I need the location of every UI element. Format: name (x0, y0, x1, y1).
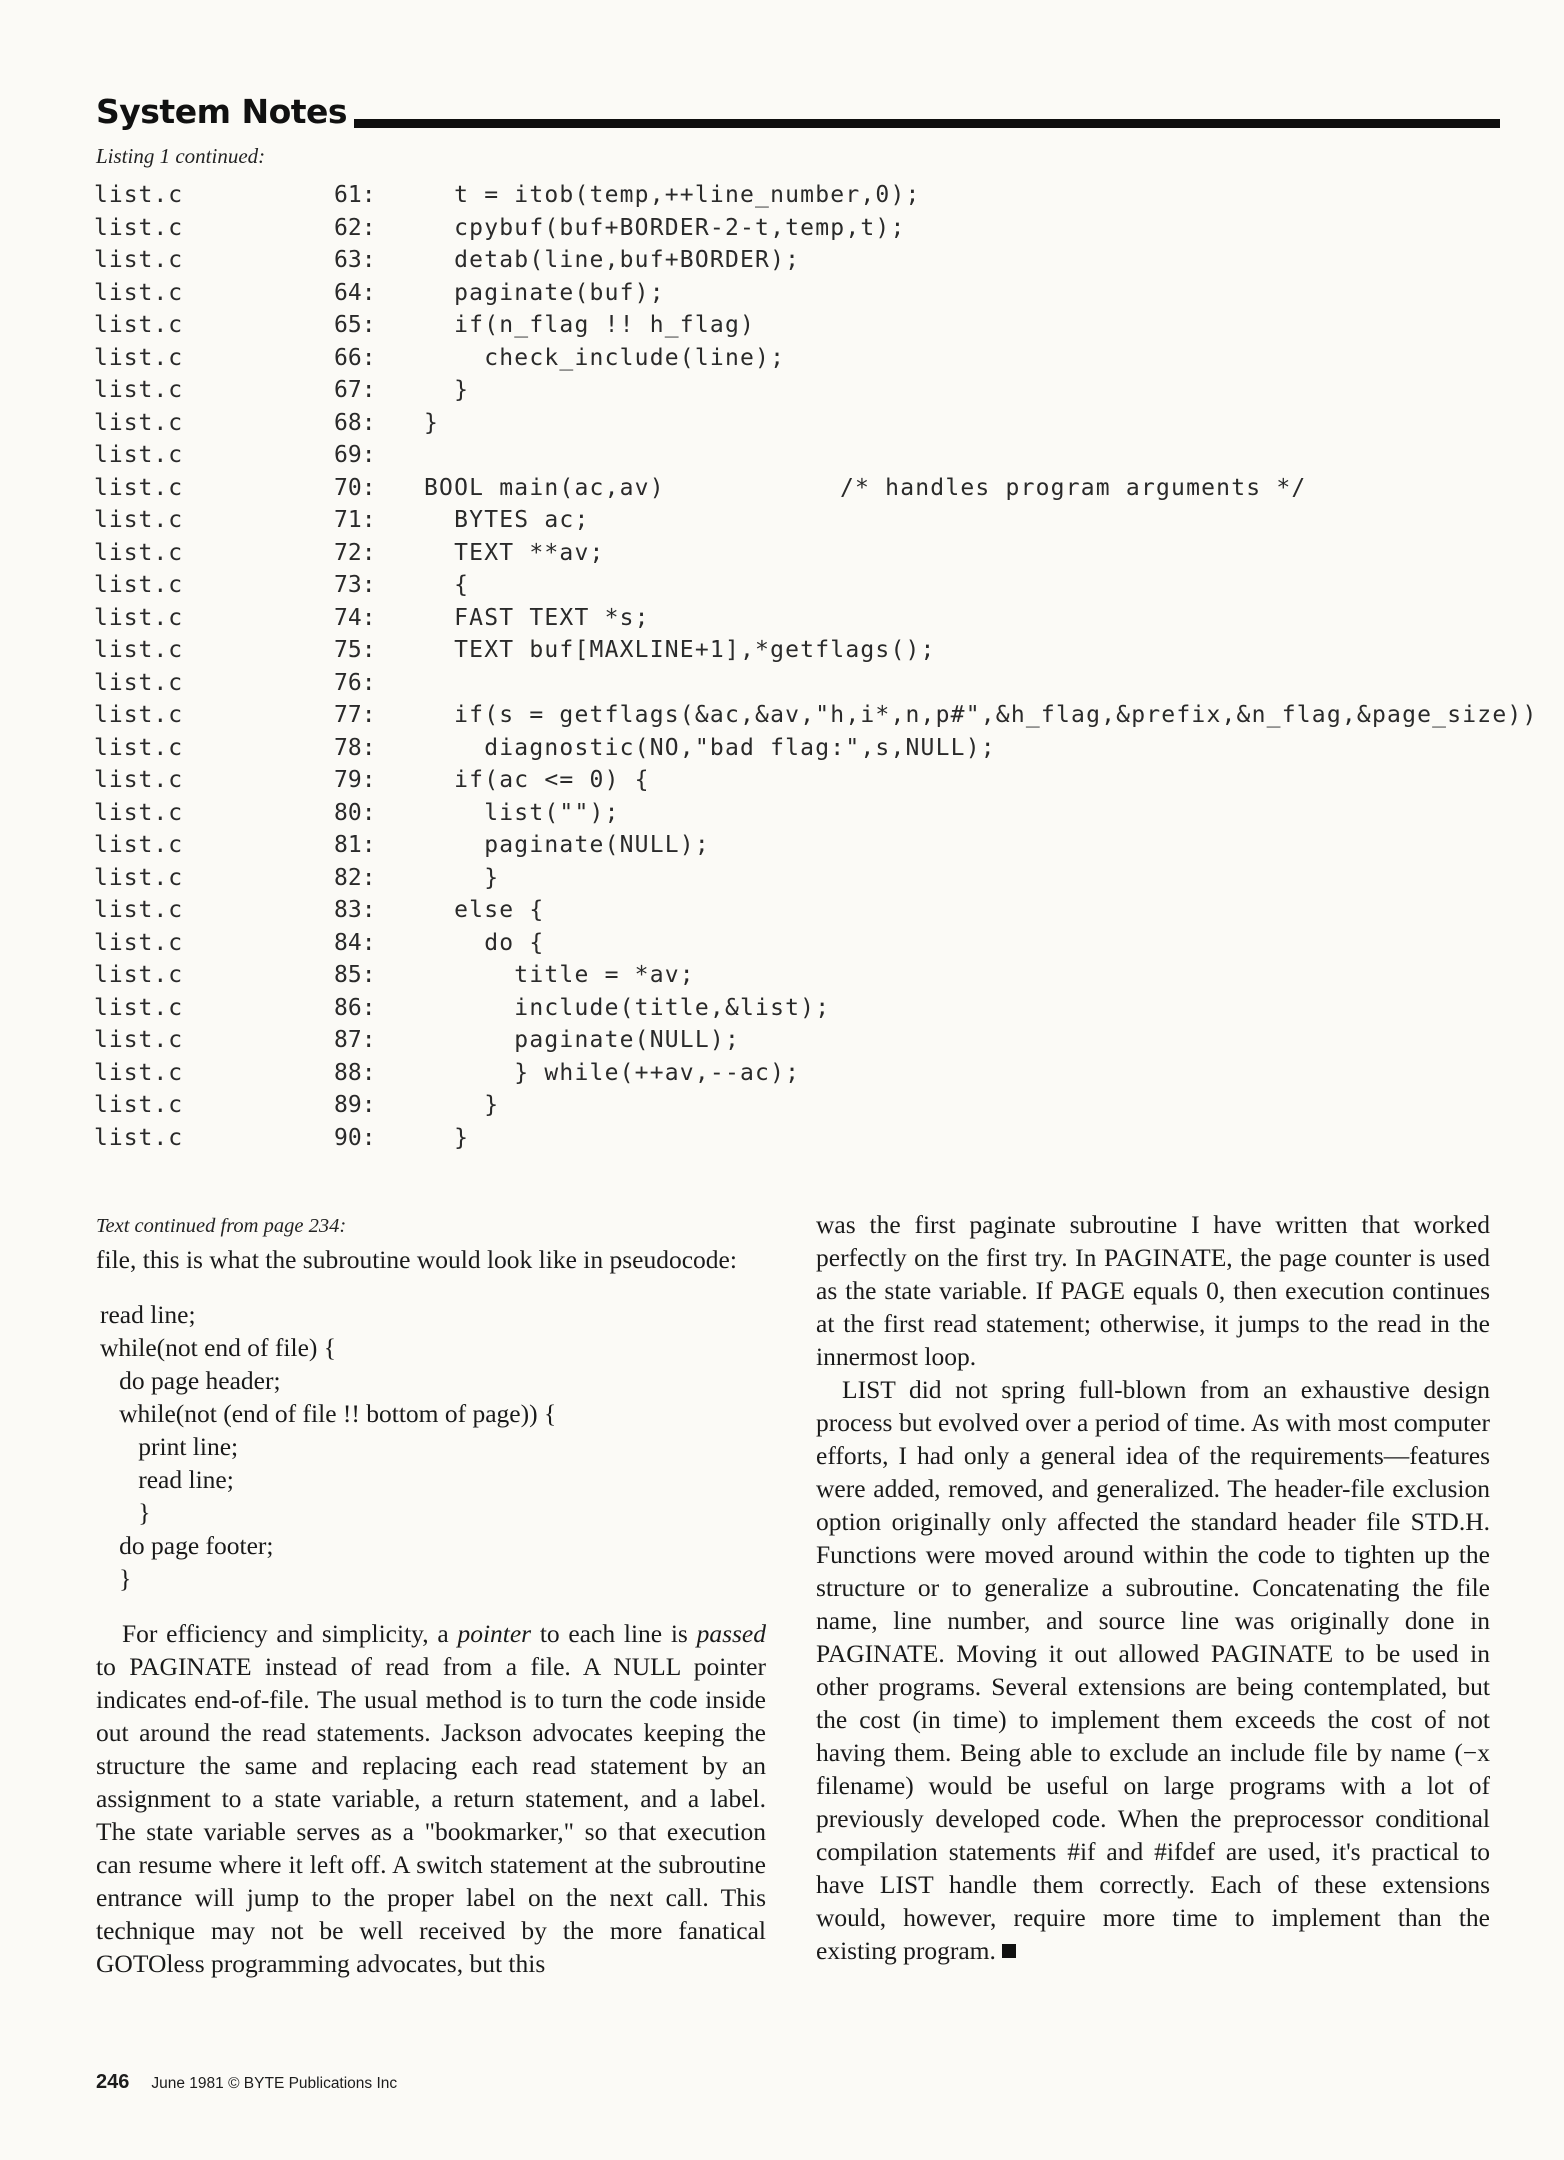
code-line-number: 84: (334, 929, 376, 956)
code-line-number: 88: (334, 1059, 376, 1086)
code-line (88, 245, 1508, 278)
code-line (88, 213, 1508, 246)
code-line-number: 66: (334, 344, 376, 371)
pseudocode-line: read line; (100, 1300, 196, 1329)
code-file-name: list.c (94, 929, 184, 956)
page-number: 246 (96, 2071, 130, 2093)
code-line (88, 765, 1508, 798)
code-line (88, 278, 1508, 311)
code-line-number: 72: (334, 539, 376, 566)
code-line-number: 73: (334, 572, 376, 598)
code-line (88, 830, 1508, 863)
code-line-number: 76: (334, 669, 376, 696)
code-line (88, 1025, 1508, 1058)
code-text: BOOL main(ac,av) (424, 474, 665, 501)
code-line-number: 71: (334, 507, 376, 533)
pseudocode-line: while(not (end of file !! bottom of page)) { (100, 1399, 557, 1428)
code-file-name: list.c (94, 994, 184, 1021)
code-line (88, 895, 1508, 928)
code-file-name: list.c (94, 344, 184, 371)
code-text: TEXT **av; (424, 539, 605, 566)
section-header (96, 92, 1500, 132)
footer-credit: June 1981 © BYTE Publications Inc (151, 2075, 398, 2092)
code-file-name: list.c (94, 702, 184, 728)
code-line (88, 505, 1508, 538)
code-file-name: list.c (94, 767, 184, 793)
code-file-name: list.c (94, 734, 184, 761)
code-file-name: list.c (94, 1059, 184, 1086)
code-line-number: 89: (334, 1092, 376, 1118)
code-line (88, 960, 1508, 993)
code-line-number: 62: (334, 214, 376, 241)
code-file-name: list.c (94, 539, 184, 566)
pseudocode-line: } (100, 1498, 151, 1527)
code-file-name: list.c (94, 897, 184, 923)
code-line (88, 310, 1508, 343)
code-text: t = itob(temp,++line_number,0); (424, 182, 921, 208)
code-file-name: list.c (94, 1124, 184, 1151)
intro-paragraph: file, this is what the subroutine would look like in pseudocode: (96, 1245, 737, 1274)
code-line-number: 85: (334, 962, 376, 988)
pseudocode-line: } (100, 1564, 132, 1593)
code-line-number: 83: (334, 897, 376, 923)
code-line (88, 180, 1508, 213)
code-line (88, 538, 1508, 571)
pseudocode-line: while(not end of file) { (100, 1333, 336, 1362)
code-file-name: list.c (94, 247, 184, 273)
section-title: System Notes (96, 92, 348, 131)
code-line (88, 408, 1508, 441)
code-line-number: 67: (334, 377, 376, 403)
code-line-number: 68: (334, 409, 376, 436)
code-text: } (424, 1124, 470, 1151)
code-file-name: list.c (94, 637, 184, 663)
code-line-number: 64: (334, 279, 376, 306)
page-footer (96, 2071, 397, 2094)
code-line (88, 343, 1508, 376)
continued-from-note: Text continued from page 234: (96, 1215, 347, 1237)
code-file-name: list.c (94, 572, 184, 598)
code-text: check_include(line); (424, 344, 786, 371)
code-text: { (424, 572, 470, 598)
left-text-column (96, 1208, 766, 1980)
end-of-article-mark (1002, 1944, 1016, 1958)
code-text: paginate(NULL); (424, 832, 710, 858)
code-line-number: 87: (334, 1027, 376, 1053)
code-file-name: list.c (94, 409, 184, 436)
pseudocode-line: do page header; (100, 1366, 281, 1395)
code-file-name: list.c (94, 442, 184, 468)
code-file-name: list.c (94, 832, 184, 858)
paragraph-paginate: was the first paginate subroutine I have written that worked perfectly on the first try. In PAGINATE, the page counter is used as the state variable. If PAGE equals 0, then execution continues at the first read statement; otherwise, it jumps to the read in the innermost loop. (816, 1210, 1490, 1371)
code-file-name: list.c (94, 507, 184, 533)
code-line-number: 82: (334, 864, 376, 891)
code-line (88, 928, 1508, 961)
code-file-name: list.c (94, 1027, 184, 1053)
code-file-name: list.c (94, 279, 184, 306)
code-line-number: 80: (334, 799, 376, 826)
code-text: } (424, 864, 500, 891)
pseudocode-line: print line; (100, 1432, 239, 1461)
code-file-name: list.c (94, 312, 184, 338)
code-line (88, 635, 1508, 668)
code-file-name: list.c (94, 377, 184, 403)
code-line-number: 79: (334, 767, 376, 793)
code-text: else { (424, 897, 545, 923)
code-text: if(n_flag !! h_flag) (424, 312, 756, 338)
code-file-name: list.c (94, 962, 184, 988)
code-line-number: 63: (334, 247, 376, 273)
code-text: if(s = getflags(&ac,&av,"h,i*,n,p#",&h_flag,&prefix,&n_flag,&page_size)) (424, 702, 1538, 728)
code-text: cpybuf(buf+BORDER-2-t,temp,t); (424, 214, 906, 241)
code-file-name: list.c (94, 864, 184, 891)
code-text: } while(++av,--ac); (424, 1059, 801, 1086)
code-listing (88, 180, 1538, 1155)
paragraph-efficiency: For efficiency and simplicity, a pointer to each line is passed to PAGINATE instead of read from a file. A NULL pointer indicates end-of-file. The usual method is to turn the code inside out around the read statements. Jackson advocates keeping the structure the same and replacing each read statement by an assignment to a state variable, a return statement, and a label. The state variable serves as a "bookmarker," so that execution can resume where it left off. A switch statement at the subroutine entrance will jump to the proper label on the next call. This technique may not be well received by the more fanatical GOTOless programming advocates, but this (96, 1619, 766, 1978)
code-text: } (424, 409, 440, 436)
right-text-column (816, 1208, 1490, 1967)
code-file-name: list.c (94, 474, 184, 501)
code-comment: /* handles program arguments */ (840, 474, 1307, 501)
code-line-number: 74: (334, 604, 376, 631)
code-text: FAST TEXT *s; (424, 604, 650, 631)
code-text: } (424, 1092, 500, 1118)
code-line (88, 473, 1508, 506)
code-line (88, 700, 1538, 733)
pseudocode-block (100, 1298, 766, 1595)
header-rule (354, 119, 1500, 128)
code-line (88, 603, 1508, 636)
code-line-number: 78: (334, 734, 376, 761)
code-text: BYTES ac; (424, 507, 590, 533)
pseudocode-line: do page footer; (100, 1531, 274, 1560)
code-file-name: list.c (94, 799, 184, 826)
code-line (88, 993, 1508, 1026)
code-line (88, 733, 1508, 766)
code-line (88, 798, 1508, 831)
code-file-name: list.c (94, 182, 184, 208)
code-line (88, 863, 1508, 896)
code-text: } (424, 377, 470, 403)
code-text: paginate(NULL); (424, 1027, 740, 1053)
code-text: TEXT buf[MAXLINE+1],*getflags(); (424, 637, 936, 663)
listing-caption: Listing 1 continued: (96, 144, 266, 168)
code-text: do { (424, 929, 545, 956)
paragraph-list-evolution: LIST did not spring full-blown from an exhaustive design process but evolved over a period of time. As with most computer efforts, I had only a general idea of the requirements—features were added, removed, and generalized. The header-file exclusion option originally only affected the standard header file STD.H. Functions were moved around within the code to tighten up the structure or to generalize a subroutine. Concatenating the file name, line number, and source line was originally done in PAGINATE. Moving it out allowed PAGINATE to be used in other programs. Several extensions are being contemplated, but the cost (in time) to implement them exceeds the cost of not having them. Being able to exclude an include file by name (−x filename) would be useful on large programs with a lot of previously developed code. When the preprocessor conditional compilation statements #if and #ifdef are used, it's practical to have LIST handle them correctly. Each of these extensions would, however, require more time to implement than the existing program. (816, 1375, 1490, 1965)
code-file-name: list.c (94, 604, 184, 631)
code-line (88, 1123, 1508, 1156)
code-line-number: 61: (334, 182, 376, 208)
code-text: if(ac <= 0) { (424, 767, 650, 793)
code-line (88, 440, 1508, 473)
code-line-number: 90: (334, 1124, 376, 1151)
code-line (88, 375, 1508, 408)
code-text: diagnostic(NO,"bad flag:",s,NULL); (424, 734, 996, 761)
code-text: include(title,&list); (424, 994, 831, 1021)
code-line-number: 81: (334, 832, 376, 858)
code-line-number: 65: (334, 312, 376, 338)
code-line-number: 69: (334, 442, 376, 468)
code-line (88, 1058, 1508, 1091)
code-file-name: list.c (94, 669, 184, 696)
code-text: detab(line,buf+BORDER); (424, 247, 801, 273)
code-line (88, 668, 1508, 701)
pseudocode-line: read line; (100, 1465, 234, 1494)
code-line-number: 70: (334, 474, 376, 501)
code-text: title = *av; (424, 962, 695, 988)
code-text: list(""); (424, 799, 620, 826)
code-line-number: 75: (334, 637, 376, 663)
code-text: paginate(buf); (424, 279, 665, 306)
code-file-name: list.c (94, 214, 184, 241)
code-file-name: list.c (94, 1092, 184, 1118)
code-line (88, 1090, 1508, 1123)
code-line-number: 86: (334, 994, 376, 1021)
code-line (88, 570, 1508, 603)
code-line-number: 77: (334, 702, 376, 728)
